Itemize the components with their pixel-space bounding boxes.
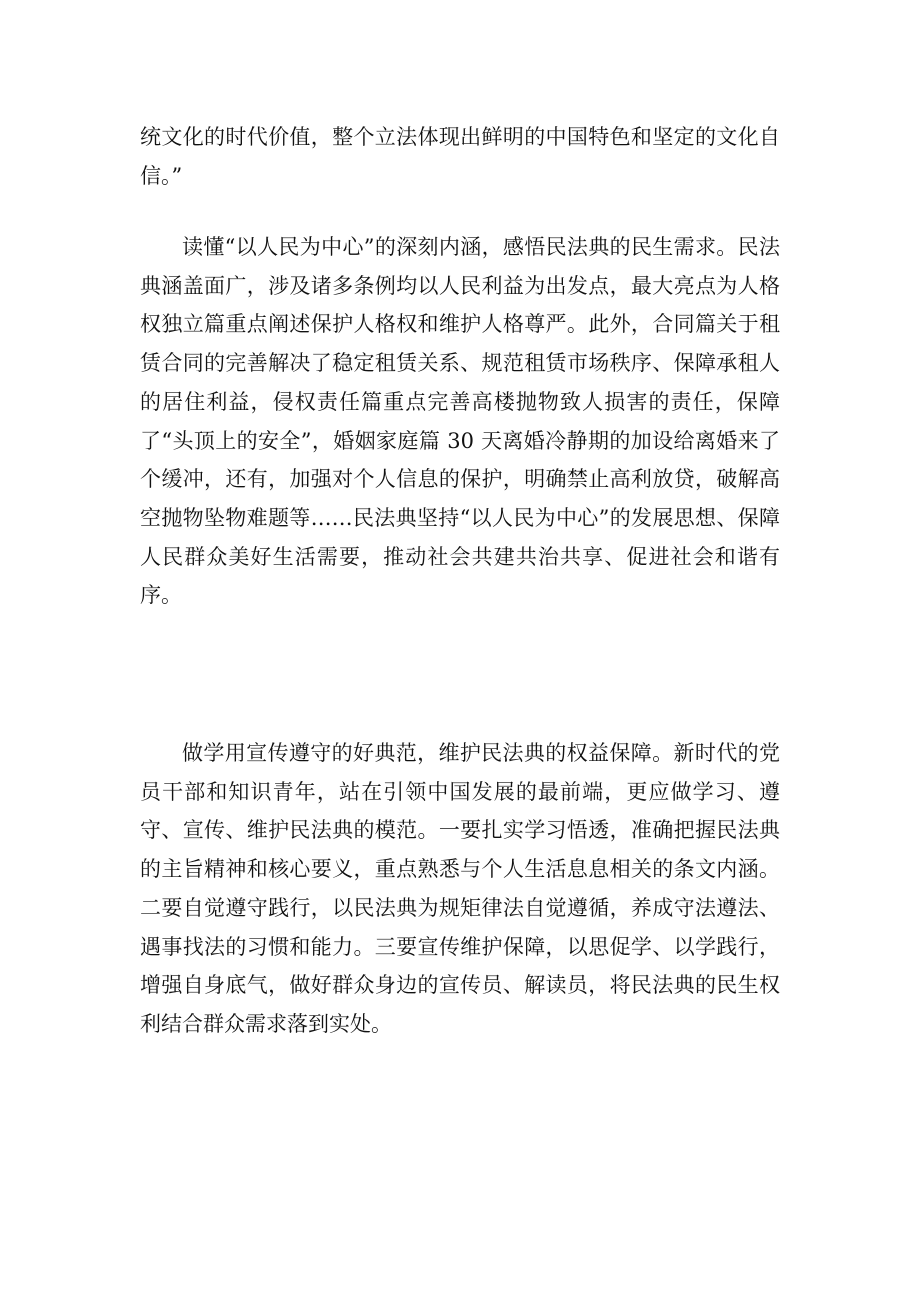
paragraph-people-centered: 读懂“以人民为中心”的深刻内涵，感悟民法典的民生需求。民法典涵盖面广，涉及诸多条例均以人民利益为出发点，最大亮点为人格权独立篇重点阐述保护人格权和维护人格尊严。此外，合同篇关于租赁合同的完善解决了稳定租赁关系、规范租赁市场秩序、保障承租人的居住利益，侵权责任篇重点完善高楼抛物致人损害的责任，保障了“头顶上的安全”，婚姻家庭篇 30 天离婚冷静期的加设给离婚来了个缓冲，还有，加强对个人信息的保护，明确禁止高利放贷，破解高空抛物坠物难题等……民法典坚持“以人民为中心”的发展思想、保障人民群众美好生活需要，推动社会共建共治共享、促进社会和谐有序。 [140,235,780,608]
paragraph-continuation: 统文化的时代价值，整个立法体现出鲜明的中国特色和坚定的文化自信。” [140,125,780,188]
paragraph-role-model: 做学用宣传遵守的好典范，维护民法典的权益保障。新时代的党员干部和知识青年，站在引领中国发展的最前端，更应做学习、遵守、宣传、维护民法典的模范。一要扎实学习悟透，准确把握民法典的主旨精神和核心要义，重点熟悉与个人生活息息相关的条文内涵。二要自觉遵守践行，以民法典为规矩律法自觉遵循，养成守法遵法、遇事找法的习惯和能力。三要宣传维护保障，以思促学、以学践行，增强自身底气，做好群众身边的宣传员、解读员，将民法典的民生权利结合群众需求落到实处。 [140,741,780,1036]
